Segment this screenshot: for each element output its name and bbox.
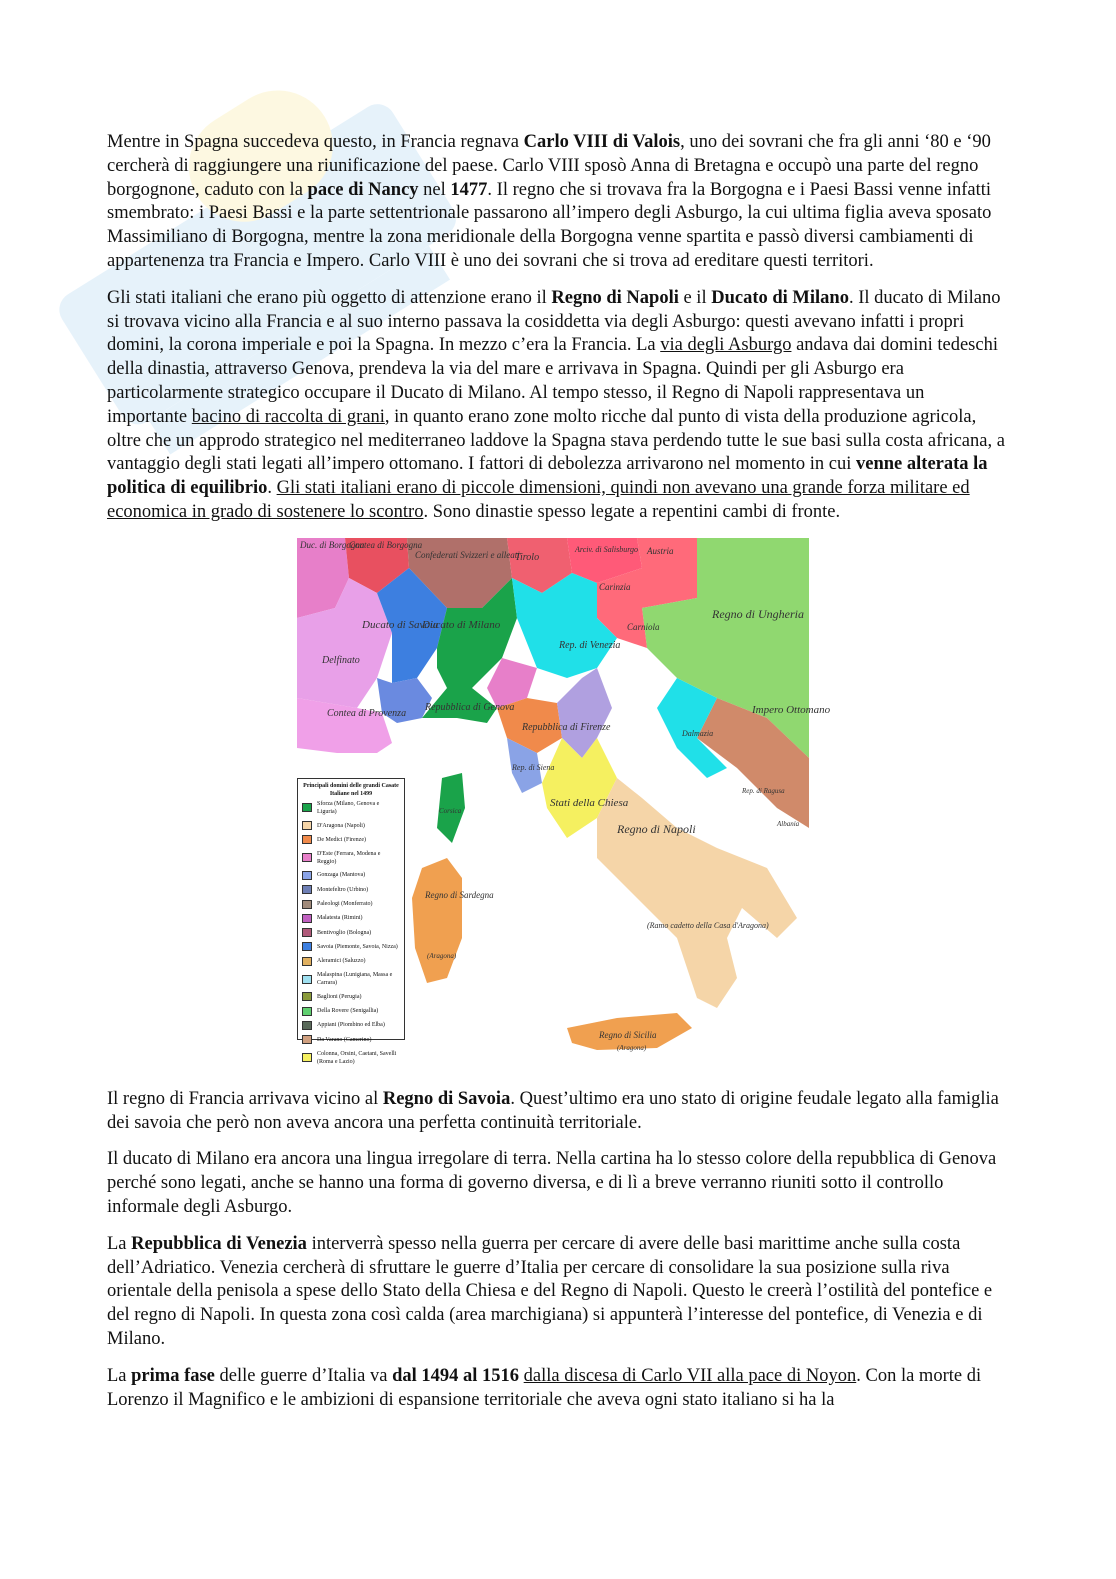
legend-item xyxy=(302,942,400,951)
legend-label: Bentivoglio (Bologna) xyxy=(317,929,372,936)
legend-item xyxy=(302,1050,400,1066)
legend-item xyxy=(302,835,400,844)
legend-swatch xyxy=(302,821,312,830)
legend-swatch xyxy=(302,853,312,862)
label-dalmazia: Dalmazia xyxy=(682,728,714,738)
document-page xyxy=(107,131,1007,1425)
legend-label: Paleologi (Monferrato) xyxy=(317,901,373,908)
legend-swatch xyxy=(302,835,312,844)
legend-item xyxy=(302,992,400,1001)
label-sicilia: Regno di Sicilia xyxy=(599,1029,657,1040)
label-genova: Repubblica di Genova xyxy=(425,701,515,713)
label-sardegna: Regno di Sardegna xyxy=(425,889,494,900)
paragraph-savoia: Il regno di Francia arrivava vicino al Regno di Savoia. Quest’ultimo era uno stato di origine feudale legato alla famiglia dei savoia che però non aveva ancora una perfetta continuità territoriale. xyxy=(107,1088,999,1133)
legend-label: Aleramici (Saluzzo) xyxy=(317,958,366,965)
legend-label: Gonzaga (Mantova) xyxy=(317,872,366,879)
legend-label: De Medici (Firenze) xyxy=(317,836,366,843)
legend-swatch xyxy=(302,975,312,984)
legend-label: D'Aragona (Napoli) xyxy=(317,822,365,829)
label-impero: Impero Ottomano xyxy=(752,703,831,716)
legend-swatch xyxy=(302,992,312,1001)
legend-label: Da Varano (Camerino) xyxy=(317,1036,372,1043)
legend-title: Principali domini delle grandi Casate Italiane nel 1499 xyxy=(303,782,399,797)
label-napoli-note: (Ramo cadetto della Casa d'Aragona) xyxy=(647,920,769,930)
label-svizzeri: Confederati Svizzeri e alleati xyxy=(415,549,520,560)
italy-1499-map xyxy=(297,538,831,1065)
legend-label: Appiani (Piombino ed Elba) xyxy=(317,1022,385,1029)
legend-swatch xyxy=(302,1053,312,1062)
legend-swatch xyxy=(302,1021,312,1030)
label-albania: Albania xyxy=(777,819,800,828)
legend-label: Malatesta (Rimini) xyxy=(317,915,363,922)
label-corsica: Corsica xyxy=(439,806,462,815)
legend-item xyxy=(302,1035,400,1044)
legend-label: Della Rovere (Senigallia) xyxy=(317,1008,379,1015)
label-borgogna: Duc. di Borgogna xyxy=(300,539,365,550)
legend-item xyxy=(302,1007,400,1016)
label-contea-borgogna: Contea di Borgogna xyxy=(349,539,423,550)
legend-swatch xyxy=(302,803,312,812)
legend-label: Montefeltro (Urbino) xyxy=(317,886,369,893)
label-carniola: Carniola xyxy=(627,621,660,632)
legend-item xyxy=(302,914,400,923)
legend-item xyxy=(302,850,400,866)
label-ragusa: Rep. di Ragusa xyxy=(742,786,785,795)
label-firenze: Repubblica di Firenze xyxy=(522,721,611,733)
label-ungheria: Regno di Ungheria xyxy=(712,606,804,621)
legend-label: Sforza (Milano, Genova e Liguria) xyxy=(317,800,380,815)
map-legend xyxy=(297,778,405,1065)
legend-label: Malaspina (Lunigiana, Massa e Carrara) xyxy=(317,972,393,987)
paragraph-carlo-viii: Mentre in Spagna succedeva questo, in Francia regnava Carlo VIII di Valois, uno dei sovrani che fra gli anni ‘80 e ‘90 cercherà di raggiungere una riunificazione del paese. Carlo VIII sposò Anna di Bretagna e occupò una parte del regno borgognone, caduto con la pace di Nancy nel 1477. Il regno che si trovava fra la Borgogna e i Paesi Bassi venne infatti smembrato: i Paesi Bassi e la parte settentrionale passarono all’impero degli Asburgo, la cui ultima figlia aveva sposato Massimiliano di Borgogna, mentre la zona meridionale della Borgogna venne spartita e passò diversi cambiamenti di appartenenza tra Francia e Impero. Carlo VIII è uno dei sovrani che si trova ad ereditare questi territori. xyxy=(107,132,992,271)
legend-label: Colonna, Orsini, Caetani, Savelli (Roma e Lazio) xyxy=(317,1050,397,1065)
legend-swatch xyxy=(302,914,312,923)
paragraph-milano: Il ducato di Milano era ancora una lingua irregolare di terra. Nella cartina ha lo stesso colore della repubblica di Genova perché sono legati, anche se hanno una forma di governo diversa, e di lì a breve verranno riuniti sotto il controllo informale degli Asburgo. xyxy=(107,1149,997,1217)
label-siena: Rep. di Siena xyxy=(512,762,555,772)
legend-item xyxy=(302,821,400,830)
label-venezia: Rep. di Venezia xyxy=(559,639,621,651)
paragraph-prima-fase: La prima fase delle guerre d’Italia va dal 1494 al 1516 dalla discesa di Carlo VII alla pace di Noyon. Con la morte di Lorenzo il Magnifico e le ambizioni di espansione territoriale che aveva ogni stato italiano si ha la xyxy=(107,1365,982,1410)
legend-swatch xyxy=(302,928,312,937)
legend-item xyxy=(302,971,400,987)
legend-swatch xyxy=(302,900,312,909)
label-sardegna-note: (Aragona) xyxy=(427,951,457,960)
legend-item xyxy=(302,1021,400,1030)
label-sicilia-note: (Aragona) xyxy=(617,1043,647,1052)
legend-swatch xyxy=(302,942,312,951)
label-milano: Ducato di Milano xyxy=(422,618,501,631)
legend-swatch xyxy=(302,957,312,966)
legend-item xyxy=(302,871,400,880)
legend-swatch xyxy=(302,885,312,894)
label-carinzia: Carinzia xyxy=(599,581,631,592)
legend-item xyxy=(302,800,400,816)
legend-item xyxy=(302,885,400,894)
legend-label: D'Este (Ferrara, Modena e Reggio) xyxy=(317,850,381,865)
paragraph-stati-italiani: Gli stati italiani che erano più oggetto di attenzione erano il Regno di Napoli e il Ducato di Milano. Il ducato di Milano si trovava vicino alla Francia e al suo interno passava la cosiddetta via degli Asburgo: questi avevano infatti i propri domini, la corona imperiale e poi la Spagna. In mezzo c’era la Francia. La via degli Asburgo andava dai domini tedeschi della dinastia, attraverso Genova, prendeva la via del mare e arrivava in Spagna. Quindi per gli Asburgo era particolarmente strategico occupare il Ducato di Milano. Al tempo stesso, il Regno di Napoli rappresentava un importante bacino di raccolta di grani, in quanto erano zone molto ricche dal punto di vista della produzione agricola, oltre che un approdo strategico nel mediterraneo laddove la Spagna stava perdendo tutte le sue basi sulla costa africana, a vantaggio degli stati legati all’impero ottomano. I fattori di debolezza arrivarono nel momento in cui venne alterata la politica di equilibrio. Gli stati italiani erano di piccole dimensioni, quindi non avevano una grande forza militare ed economica in grado di sostenere lo scontro. Sono dinastie spesso legate a repentini cambi di fronte. xyxy=(107,287,1005,522)
label-salisburgo: Arciv. di Salisburgo xyxy=(575,544,639,554)
legend-swatch xyxy=(302,871,312,880)
legend-item xyxy=(302,928,400,937)
label-chiesa: Stati della Chiesa xyxy=(550,796,629,809)
label-savoia: Ducato di Savoia xyxy=(362,618,439,631)
label-tirolo: Tirolo xyxy=(515,551,540,563)
legend-item xyxy=(302,900,400,909)
paragraph-venezia: La Repubblica di Venezia interverrà spesso nella guerra per cercare di avere delle basi marittime anche sulla costa dell’Adriatico. Venezia cercherà di sfruttare le guerre d’Italia per cercare di consolidare la sua posizione sulla riva orientale della penisola a spese dello Stato della Chiesa e del Regno di Napoli. Questo le creerà l’ostilità del pontefice e del regno di Napoli. In questa zona così calda (area marchigiana) si appunterà l’interesse del pontefice, di Venezia e di Milano. xyxy=(107,1233,993,1349)
label-provenza: Contea di Provenza xyxy=(327,707,407,719)
legend-item xyxy=(302,957,400,966)
legend-label: Savoia (Piemonte, Savoia, Nizza) xyxy=(317,943,398,950)
label-austria: Austria xyxy=(647,545,674,556)
label-napoli: Regno di Napoli xyxy=(617,821,696,836)
legend-swatch xyxy=(302,1007,312,1016)
legend-swatch xyxy=(302,1035,312,1044)
legend-label: Baglioni (Perugia) xyxy=(317,993,362,1000)
label-delfinato: Delfinato xyxy=(322,654,360,666)
